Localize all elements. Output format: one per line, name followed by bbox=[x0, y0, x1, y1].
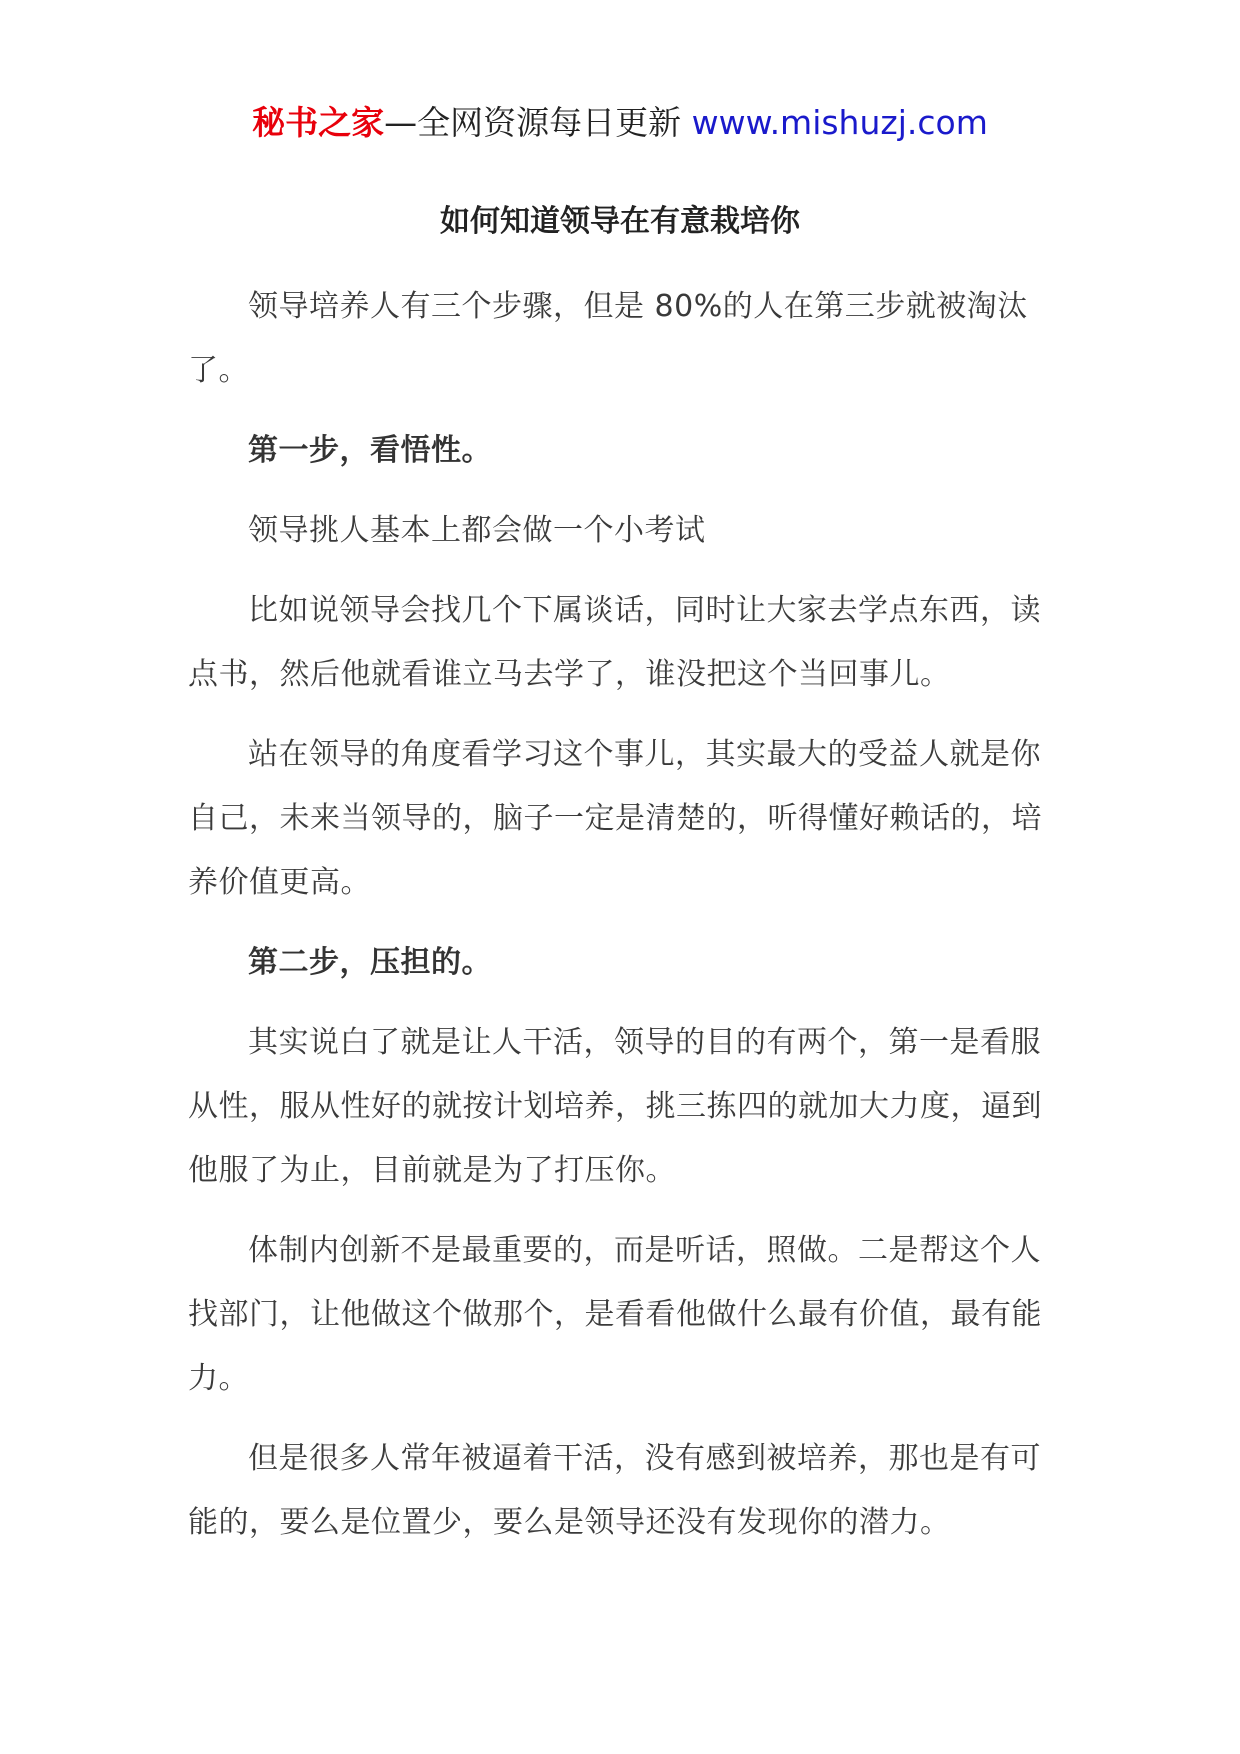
document-body bbox=[188, 275, 1052, 1571]
paragraph: 站在领导的角度看学习这个事儿，其实最大的受益人就是你自己，未来当领导的，脑子一定是清楚的，听得懂好赖话的，培养价值更高。 bbox=[188, 737, 1042, 900]
brand-name: 秘书之家 bbox=[252, 103, 385, 142]
document-title: 如何知道领导在有意栽培你 bbox=[440, 204, 800, 239]
step-one-heading: 第一步，看悟性。 bbox=[248, 433, 492, 468]
step-two-heading: 第二步，压担的。 bbox=[248, 945, 492, 980]
header-tagline: —全网资源每日更新 bbox=[384, 103, 692, 142]
paragraph: 领导挑人基本上都会做一个小考试 bbox=[248, 513, 706, 548]
paragraph: 体制内创新不是最重要的，而是听话，照做。二是帮这个人找部门，让他做这个做那个，是看看他做什么最有价值，最有能力。 bbox=[188, 1233, 1042, 1396]
site-header bbox=[0, 100, 1240, 146]
paragraph-intro: 领导培养人有三个步骤，但是 80%的人在第三步就被淘汰了。 bbox=[188, 289, 1028, 388]
site-url-link[interactable]: www.mishuzj.com bbox=[691, 103, 988, 142]
paragraph: 但是很多人常年被逼着干活，没有感到被培养，那也是有可能的，要么是位置少，要么是领导还没有发现你的潜力。 bbox=[188, 1441, 1041, 1540]
paragraph: 其实说白了就是让人干活，领导的目的有两个，第一是看服从性，服从性好的就按计划培养，挑三拣四的就加大力度，逼到他服了为止，目前就是为了打压你。 bbox=[188, 1025, 1042, 1188]
paragraph: 比如说领导会找几个下属谈话，同时让大家去学点东西，读点书，然后他就看谁立马去学了，谁没把这个当回事儿。 bbox=[188, 593, 1041, 692]
